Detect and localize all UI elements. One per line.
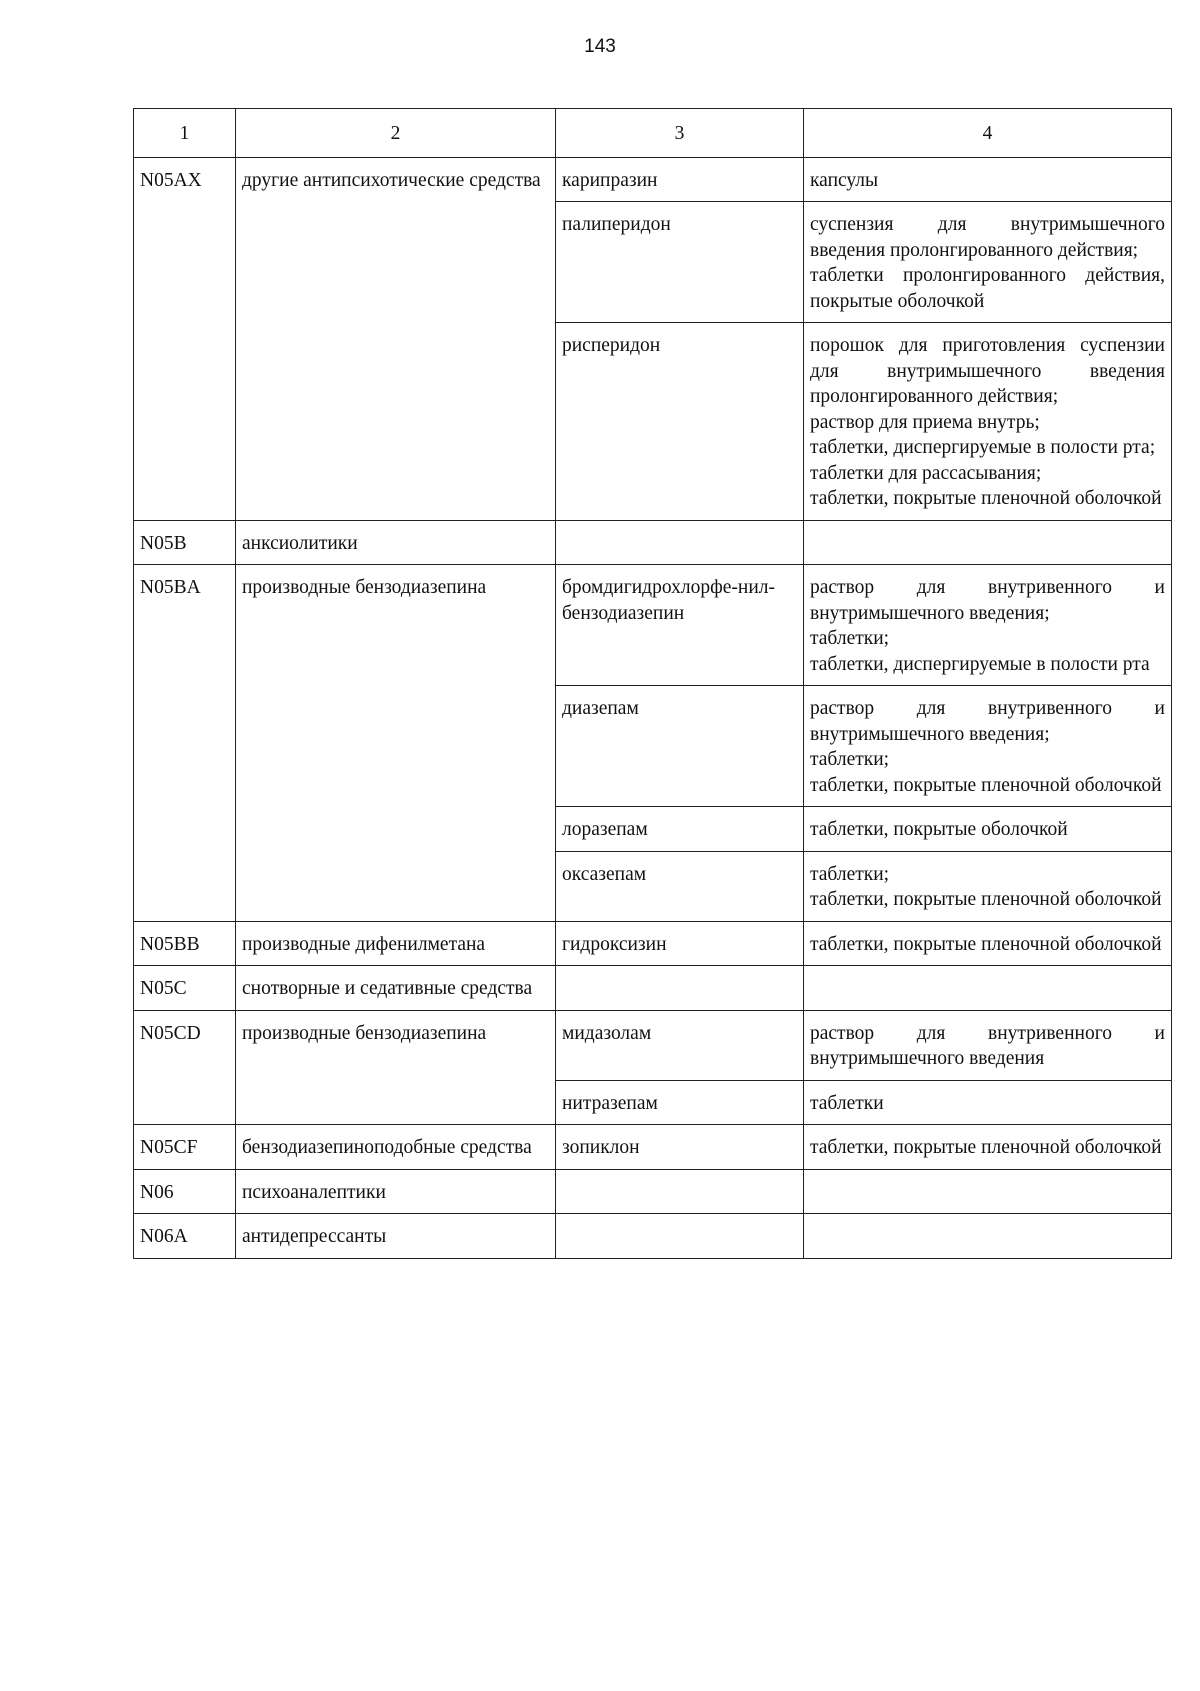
group-name: производные дифенилметана bbox=[236, 921, 556, 966]
dosage-form: таблетки; bbox=[810, 863, 890, 885]
table-row bbox=[134, 565, 1172, 686]
column-header: 1 bbox=[134, 109, 236, 158]
dosage-forms bbox=[804, 686, 1172, 807]
dosage-form: таблетки, покрытые пленочной оболочкой bbox=[810, 933, 1162, 955]
group-name: психоаналептики bbox=[236, 1169, 556, 1214]
atc-code: N05BB bbox=[134, 921, 236, 966]
dosage-forms bbox=[804, 323, 1172, 521]
drug-table bbox=[133, 108, 1172, 1259]
dosage-form: таблетки, покрытые пленочной оболочкой bbox=[810, 488, 1162, 509]
dosage-forms bbox=[804, 1214, 1172, 1259]
drug-name: бромдигидрохлорфе-нил-бензодиазепин bbox=[556, 565, 804, 686]
drug-name bbox=[556, 1214, 804, 1259]
dosage-form: раствор для внутривенного и внутримышечного введения bbox=[810, 1022, 1165, 1069]
table-row bbox=[134, 1125, 1172, 1170]
table-row bbox=[134, 921, 1172, 966]
dosage-forms bbox=[804, 1169, 1172, 1214]
dosage-form: раствор для внутривенного и внутримышечного введения; bbox=[810, 577, 1165, 624]
table-row bbox=[134, 157, 1172, 202]
column-header: 2 bbox=[236, 109, 556, 158]
group-name: производные бензодиазепина bbox=[236, 1010, 556, 1125]
dosage-form: таблетки пролонгированного действия, покрытые оболочкой bbox=[810, 265, 1165, 312]
dosage-form: таблетки, покрытые пленочной оболочкой bbox=[810, 889, 1162, 910]
dosage-form: порошок для приготовления суспензии для внутримышечного введения пролонгированного действия; bbox=[810, 335, 1165, 407]
dosage-form: суспензия для внутримышечного введения пролонгированного действия; bbox=[810, 214, 1165, 261]
group-name: другие антипсихотические средства bbox=[236, 157, 556, 520]
drug-name: зопиклон bbox=[556, 1125, 804, 1170]
dosage-forms bbox=[804, 157, 1172, 202]
table-row bbox=[134, 520, 1172, 565]
dosage-form: таблетки, покрытые пленочной оболочкой bbox=[810, 774, 1162, 796]
dosage-form: таблетки, покрытые оболочкой bbox=[810, 819, 1068, 840]
column-header: 4 bbox=[804, 109, 1172, 158]
drug-name: диазепам bbox=[556, 686, 804, 807]
table-row bbox=[134, 966, 1172, 1011]
drug-name bbox=[556, 520, 804, 565]
column-header: 3 bbox=[556, 109, 804, 158]
atc-code: N05B bbox=[134, 520, 236, 565]
atc-code: N06 bbox=[134, 1169, 236, 1214]
atc-code: N05CD bbox=[134, 1010, 236, 1125]
drug-name bbox=[556, 966, 804, 1011]
dosage-forms bbox=[804, 851, 1172, 921]
dosage-form: раствор для внутривенного и внутримышечного введения; bbox=[810, 698, 1165, 745]
dosage-forms bbox=[804, 565, 1172, 686]
dosage-forms bbox=[804, 1080, 1172, 1125]
dosage-forms bbox=[804, 1125, 1172, 1170]
atc-code: N05BA bbox=[134, 565, 236, 922]
table-row bbox=[134, 1214, 1172, 1259]
group-name: антидепрессанты bbox=[236, 1214, 556, 1259]
drug-name: гидроксизин bbox=[556, 921, 804, 966]
dosage-form: раствор для приема внутрь; bbox=[810, 411, 1040, 433]
drug-name: рисперидон bbox=[556, 323, 804, 521]
dosage-form: таблетки для рассасывания; bbox=[810, 462, 1042, 484]
group-name: снотворные и седативные средства bbox=[236, 966, 556, 1011]
table-row bbox=[134, 1010, 1172, 1080]
dosage-form: капсулы bbox=[810, 169, 879, 191]
dosage-forms bbox=[804, 1010, 1172, 1080]
drug-name: нитразепам bbox=[556, 1080, 804, 1125]
group-name: производные бензодиазепина bbox=[236, 565, 556, 922]
atc-code: N06A bbox=[134, 1214, 236, 1259]
dosage-form: таблетки, диспергируемые в полости рта; bbox=[810, 437, 1156, 458]
header-row bbox=[134, 109, 1172, 158]
drug-name: лоразепам bbox=[556, 807, 804, 852]
atc-code: N05CF bbox=[134, 1125, 236, 1170]
page-number: 143 bbox=[584, 36, 616, 57]
dosage-forms bbox=[804, 921, 1172, 966]
atc-code: N05AX bbox=[134, 157, 236, 520]
dosage-form: таблетки, диспергируемые в полости рта bbox=[810, 653, 1150, 675]
drug-name bbox=[556, 1169, 804, 1214]
dosage-form: таблетки bbox=[810, 1092, 884, 1114]
atc-code: N05C bbox=[134, 966, 236, 1011]
dosage-forms bbox=[804, 202, 1172, 323]
drug-name: палиперидон bbox=[556, 202, 804, 323]
dosage-form: таблетки; bbox=[810, 628, 890, 649]
table-row bbox=[134, 1169, 1172, 1214]
group-name: анксиолитики bbox=[236, 520, 556, 565]
group-name: бензодиазепиноподобные средства bbox=[236, 1125, 556, 1170]
drug-name: карипразин bbox=[556, 157, 804, 202]
dosage-form: таблетки, покрытые пленочной оболочкой bbox=[810, 1137, 1162, 1158]
dosage-forms bbox=[804, 966, 1172, 1011]
drug-name: оксазепам bbox=[556, 851, 804, 921]
dosage-form: таблетки; bbox=[810, 749, 890, 770]
drug-name: мидазолам bbox=[556, 1010, 804, 1080]
dosage-forms bbox=[804, 520, 1172, 565]
dosage-forms bbox=[804, 807, 1172, 852]
